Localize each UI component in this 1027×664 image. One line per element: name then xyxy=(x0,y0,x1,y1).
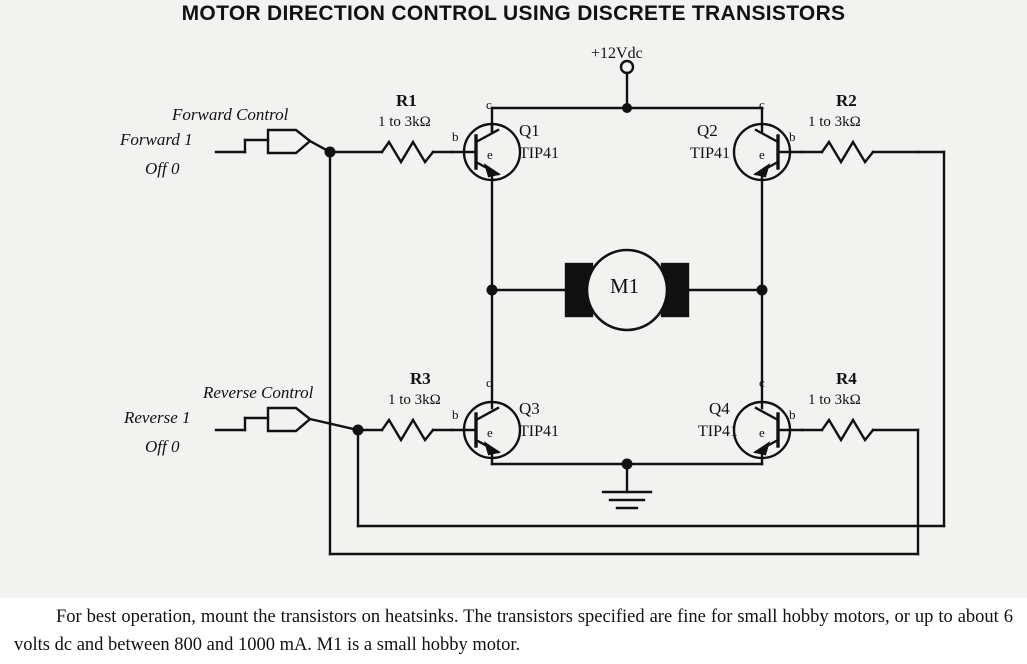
q3-ref-label: Q3 xyxy=(519,399,540,418)
r1-value-label: 1 to 3kΩ xyxy=(378,114,431,130)
circuit-schematic xyxy=(0,40,1027,600)
figure-caption xyxy=(0,598,1027,664)
reverse-connector xyxy=(268,408,310,431)
r2-value-label: 1 to 3kΩ xyxy=(808,114,861,130)
q1-pin-e-label: e xyxy=(487,147,493,162)
r1-ref-label: R1 xyxy=(396,91,417,110)
junction-reverse xyxy=(353,425,364,436)
junction-motor-left xyxy=(487,285,498,296)
reverse-connector-wire xyxy=(310,419,358,430)
q1-part-label: TIP41 xyxy=(519,145,559,162)
r4-ref-label: R4 xyxy=(836,369,857,388)
reverse-off-label: Off 0 xyxy=(145,437,180,456)
q4-part-label: TIP41 xyxy=(698,423,738,440)
forward-on-label: Forward 1 xyxy=(120,130,193,149)
q1-pin-c-label: c xyxy=(486,97,492,112)
supply-label: +12Vdc xyxy=(591,45,643,62)
q4-pin-e-label: e xyxy=(759,425,765,440)
r2-zigzag xyxy=(822,142,873,162)
q4-ref-label: Q4 xyxy=(709,399,730,418)
q2-pin-b-label: b xyxy=(789,129,796,144)
q3-pin-e-label: e xyxy=(487,425,493,440)
q2-pin-c-label: c xyxy=(759,97,765,112)
supply-terminal xyxy=(621,61,633,73)
junction-motor-right xyxy=(757,285,768,296)
q3-collector-lead xyxy=(476,408,498,420)
q2-pin-e-label: e xyxy=(759,147,765,162)
q3-part-label: TIP41 xyxy=(519,423,559,440)
forward-off-label: Off 0 xyxy=(145,159,180,178)
q3-pin-b-label: b xyxy=(452,407,459,422)
q4-pin-c-label: c xyxy=(759,375,765,390)
r1-zigzag xyxy=(382,142,433,162)
q1-ref-label: Q1 xyxy=(519,121,540,140)
r3-ref-label: R3 xyxy=(410,369,431,388)
q2-ref-label: Q2 xyxy=(697,121,718,140)
forward-connector xyxy=(268,130,310,153)
motor-ref-label: M1 xyxy=(610,274,640,298)
q4-pin-b-label: b xyxy=(789,407,796,422)
junction-supply xyxy=(622,103,632,113)
q2-part-label: TIP41 xyxy=(690,145,730,162)
q3-pin-c-label: c xyxy=(486,375,492,390)
forward-control-label: Forward Control xyxy=(172,105,289,124)
q1-pin-b-label: b xyxy=(452,129,459,144)
r3-value-label: 1 to 3kΩ xyxy=(388,392,441,408)
page-title: MOTOR DIRECTION CONTROL USING DISCRETE TRANSISTORS xyxy=(181,2,846,25)
q2-collector-lead xyxy=(756,130,778,142)
reverse-control-label: Reverse Control xyxy=(203,383,314,402)
r3-zigzag xyxy=(382,420,433,440)
r4-zigzag xyxy=(822,420,873,440)
junction-ground xyxy=(622,459,633,470)
caption-line-2: hobby motors, or up to about 6 volts dc and between 800 and 1000 mA. M1 is a small hobby motor. xyxy=(14,607,1013,655)
junction-forward xyxy=(325,147,336,158)
q1-collector-lead xyxy=(476,130,498,142)
q4-collector-lead xyxy=(756,408,778,420)
r4-value-label: 1 to 3kΩ xyxy=(808,392,861,408)
r2-ref-label: R2 xyxy=(836,91,857,110)
caption-line-1: For best operation, mount the transistors on heatsinks. The transistors specified are fine for small xyxy=(56,607,778,627)
reverse-on-label: Reverse 1 xyxy=(124,408,191,427)
